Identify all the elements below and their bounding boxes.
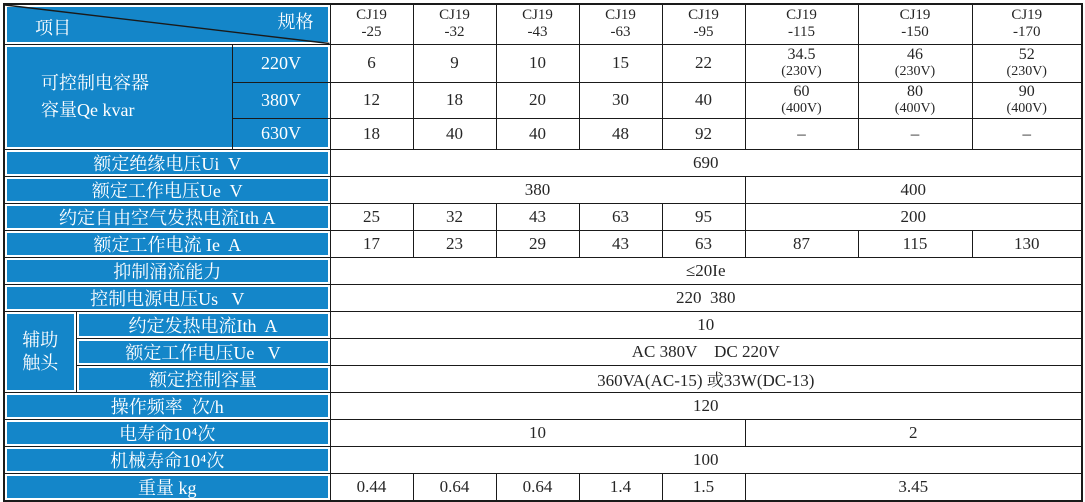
header-row [4, 4, 1082, 44]
cell-ith-200: 200 [745, 203, 1082, 230]
capacity-note: (230V) [1006, 64, 1047, 80]
capacity-note: (400V) [894, 101, 936, 117]
cell-ie: 115 [858, 230, 972, 257]
capacity-note: (400V) [781, 101, 822, 117]
capacity-cell: – [745, 118, 858, 149]
row-aux-ith [4, 311, 1082, 338]
model-code: -43 [527, 24, 548, 41]
model-code: -25 [361, 24, 382, 41]
row-label-aux-ith: 约定发热电流Ith A [76, 311, 330, 338]
capacity-cell: – [972, 118, 1082, 149]
cell-aux-ith-value: 10 [330, 311, 1082, 338]
cell-elife-2: 2 [745, 419, 1082, 446]
capacity-cell: 40 [662, 82, 745, 118]
capacity-cell: 10 [496, 44, 579, 82]
row-us [4, 284, 1082, 311]
row-label-freq: 操作频率 次/h [4, 392, 330, 419]
capacity-title-line2: 容量Qe kvar [41, 99, 135, 120]
row-inrush [4, 257, 1082, 284]
capacity-cell [745, 44, 858, 82]
capacity-cell: 92 [662, 118, 745, 149]
row-aux-cap [4, 365, 1082, 392]
capacity-cell: – [858, 118, 972, 149]
cell-ie: 130 [972, 230, 1082, 257]
capacity-note: (400V) [1006, 101, 1047, 117]
cell-ue-380: 380 [330, 176, 745, 203]
item-label: 项目 [35, 17, 71, 38]
cell-weight: 1.4 [579, 473, 662, 501]
model-series: CJ19 [786, 7, 817, 23]
capacity-cell: 22 [662, 44, 745, 82]
capacity-value: 52 [1018, 46, 1035, 64]
model-code: -32 [444, 24, 465, 41]
aux-group-cell [4, 311, 76, 392]
cell-freq-value: 120 [330, 392, 1082, 419]
row-label-ue: 额定工作电压Ue V [4, 176, 330, 203]
cell-ie: 63 [662, 230, 745, 257]
cell-ie: 17 [330, 230, 413, 257]
model-code: -170 [1013, 24, 1041, 41]
cell-aux-ue-value: AC 380V DC 220V [330, 338, 1082, 365]
capacity-value: 46 [907, 46, 923, 64]
capacity-cell [745, 82, 858, 118]
row-label-weight: 重量 kg [4, 473, 330, 501]
aux-group-line1: 辅助 [22, 330, 59, 350]
capacity-cell [972, 82, 1082, 118]
cell-weight: 0.44 [330, 473, 413, 501]
cell-elife-10: 10 [330, 419, 745, 446]
cell-weight-345: 3.45 [745, 473, 1082, 501]
column-header-cj19-32 [413, 4, 496, 44]
row-weight [4, 473, 1082, 501]
capacity-cell: 48 [579, 118, 662, 149]
cell-weight: 0.64 [413, 473, 496, 501]
capacity-cell: 40 [496, 118, 579, 149]
cell-ie: 43 [579, 230, 662, 257]
capacity-cell: 9 [413, 44, 496, 82]
row-freq [4, 392, 1082, 419]
row-mlife [4, 446, 1082, 473]
column-header-cj19-63 [579, 4, 662, 44]
capacity-title-line1: 可控制电容器 [41, 72, 149, 93]
row-label-ith: 约定自由空气发热电流Ith A [4, 203, 330, 230]
row-label-ui: 额定绝缘电压Ui V [4, 149, 330, 176]
corner-header-cell [4, 4, 330, 44]
capacity-cell: 30 [579, 82, 662, 118]
row-label-ie: 额定工作电流 Ie A [4, 230, 330, 257]
model-code: -95 [693, 24, 714, 41]
capacity-cell: 40 [413, 118, 496, 149]
model-code: -115 [788, 24, 815, 41]
spec-label: 规格 [277, 12, 314, 32]
row-elife [4, 419, 1082, 446]
capacity-cell: 12 [330, 82, 413, 118]
capacity-cell [858, 44, 972, 82]
capacity-cell: 20 [496, 82, 579, 118]
capacity-row-220v [4, 44, 1082, 82]
row-label-us: 控制电源电压Us V [4, 284, 330, 311]
cell-ith: 25 [330, 203, 413, 230]
cell-aux-cap-value: 360VA(AC-15) 或33W(DC-13) [330, 365, 1082, 392]
cell-inrush-value: ≤20Ie [330, 257, 1082, 284]
row-label-220v: 220V [232, 44, 330, 82]
model-series: CJ19 [356, 7, 387, 23]
cell-ie: 23 [413, 230, 496, 257]
column-header-cj19-43 [496, 4, 579, 44]
model-series: CJ19 [1011, 7, 1043, 23]
capacity-value: 60 [793, 83, 810, 101]
cell-us-value: 220 380 [330, 284, 1082, 311]
model-series: CJ19 [439, 7, 470, 23]
column-header-cj19-95 [662, 4, 745, 44]
capacity-note: (230V) [781, 64, 822, 80]
cell-weight: 1.5 [662, 473, 745, 501]
capacity-cell: 18 [413, 82, 496, 118]
row-ue [4, 176, 1082, 203]
row-label-mlife: 机械寿命10⁴次 [4, 446, 330, 473]
model-code: -63 [610, 24, 631, 41]
column-header-cj19-170 [972, 4, 1082, 44]
column-header-cj19-115 [745, 4, 858, 44]
column-header-cj19-150 [858, 4, 972, 44]
cell-ui-value: 690 [330, 149, 1082, 176]
row-label-inrush: 抑制涌流能力 [4, 257, 330, 284]
cell-ith: 32 [413, 203, 496, 230]
cell-ith: 63 [579, 203, 662, 230]
row-ie [4, 230, 1082, 257]
column-header-cj19-25 [330, 4, 413, 44]
model-code: -150 [901, 24, 929, 41]
aux-group-line2: 触头 [22, 352, 59, 373]
row-ui [4, 149, 1082, 176]
row-label-630v: 630V [232, 118, 330, 149]
cell-ith: 95 [662, 203, 745, 230]
row-label-aux-cap: 额定控制容量 [76, 365, 330, 392]
row-label-aux-ue: 额定工作电压Ue V [76, 338, 330, 365]
cell-ie: 29 [496, 230, 579, 257]
capacity-value: 90 [1018, 83, 1035, 101]
capacity-value: 80 [907, 83, 923, 101]
cell-ue-400: 400 [745, 176, 1082, 203]
capacity-cell [858, 82, 972, 118]
cell-weight: 0.64 [496, 473, 579, 501]
row-ith [4, 203, 1082, 230]
cell-mlife-value: 100 [330, 446, 1082, 473]
row-label-380v: 380V [232, 82, 330, 118]
capacity-cell: 18 [330, 118, 413, 149]
row-aux-ue [4, 338, 1082, 365]
capacity-title-cell [4, 44, 232, 149]
spec-table [3, 3, 1083, 502]
capacity-note: (230V) [894, 64, 936, 80]
cell-ith: 43 [496, 203, 579, 230]
model-series: CJ19 [688, 7, 719, 23]
model-series: CJ19 [522, 7, 553, 23]
model-series: CJ19 [605, 7, 636, 23]
capacity-cell: 15 [579, 44, 662, 82]
row-label-elife: 电寿命10⁴次 [4, 419, 330, 446]
model-series: CJ19 [899, 7, 931, 23]
cell-ie: 87 [745, 230, 858, 257]
capacity-value: 34.5 [787, 46, 816, 64]
capacity-cell [972, 44, 1082, 82]
capacity-cell: 6 [330, 44, 413, 82]
